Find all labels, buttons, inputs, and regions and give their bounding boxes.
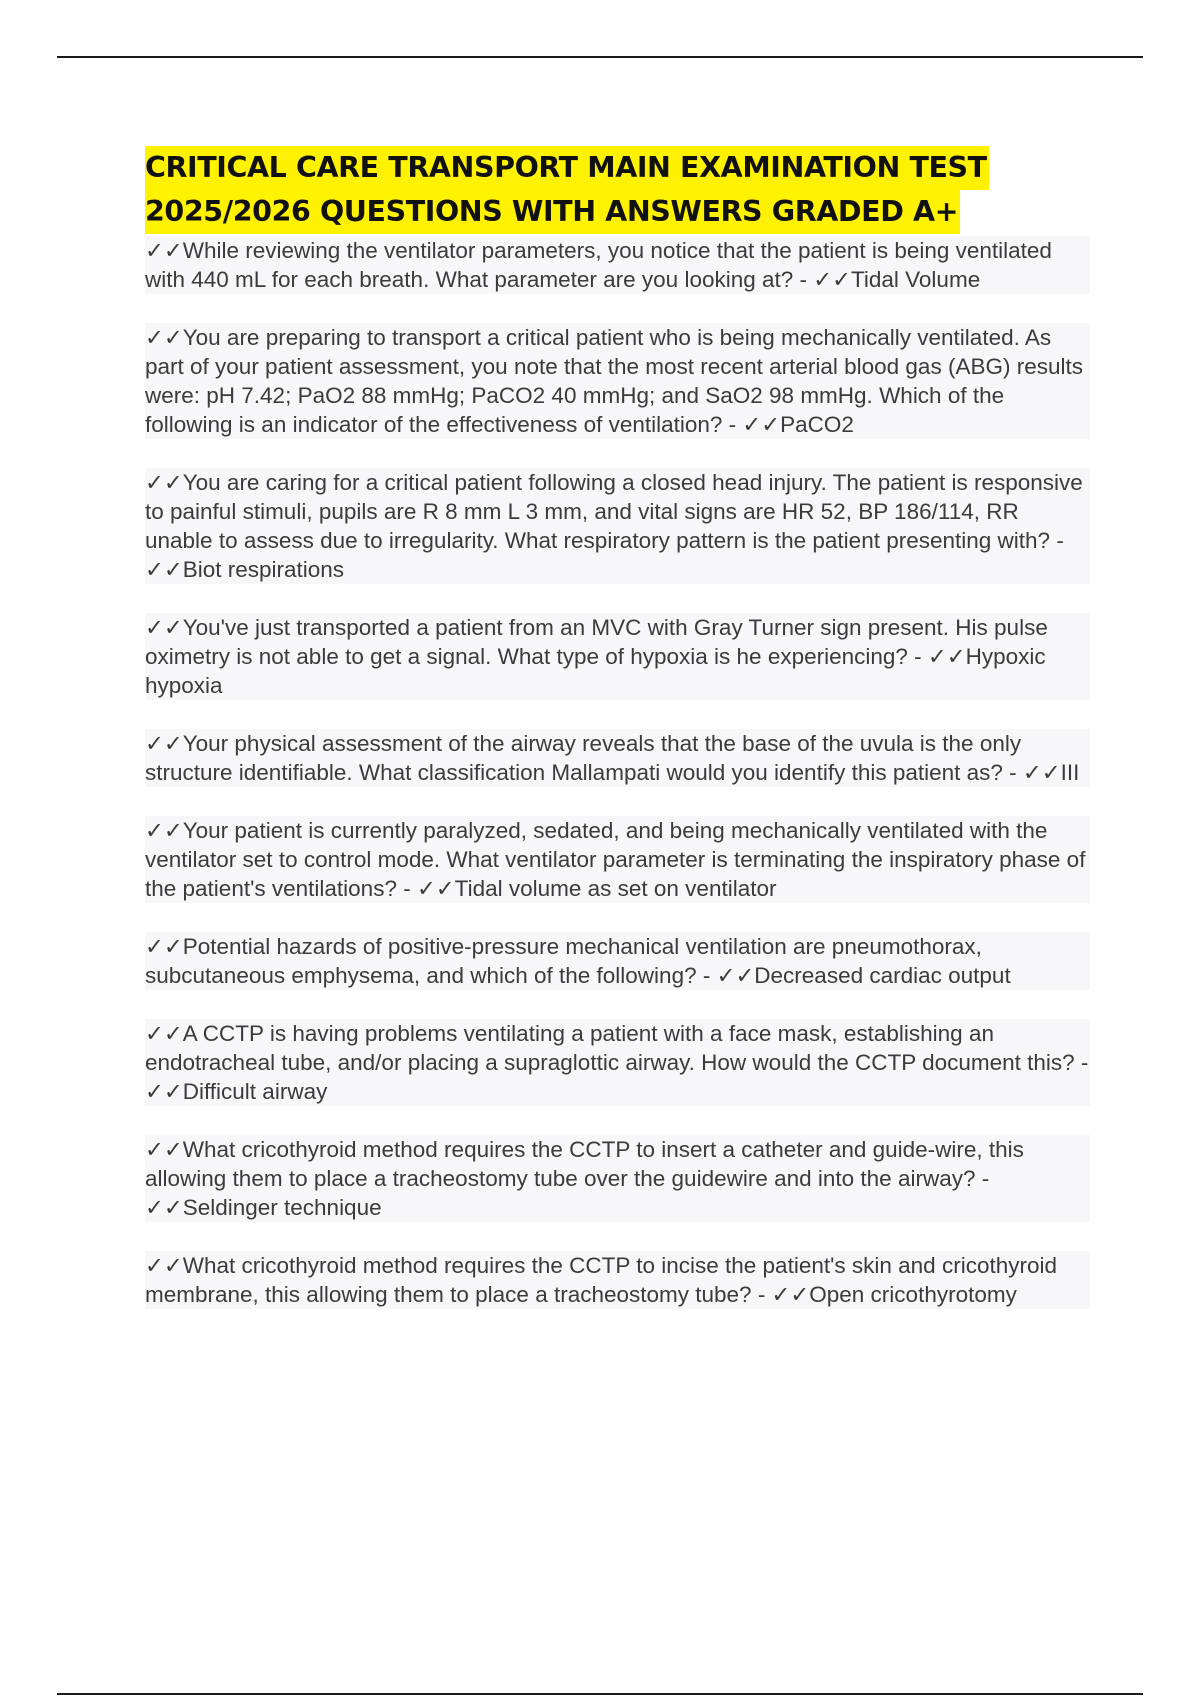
qa-item-9: ✓✓What cricothyroid method requires the CCTP to insert a catheter and guide-wire, this allowing them to place a tracheostomy tube over the guidewire and into the airway? - ✓✓Seldinger technique [145,1135,1090,1222]
title-line-2: 2025/2026 QUESTIONS WITH ANSWERS GRADED A+ [145,190,960,234]
bottom-rule [57,1693,1143,1695]
qa-item-10: ✓✓What cricothyroid method requires the CCTP to incise the patient's skin and cricothyroid membrane, this allowing them to place a tracheostomy tube? - ✓✓Open cricothyrotomy [145,1251,1090,1309]
qa-item-2: ✓✓You are preparing to transport a critical patient who is being mechanically ventilated. As part of your patient assessment, you note that the most recent arterial blood gas (ABG) results were: pH 7.42; PaO2 88 mmHg; PaCO2 40 mmHg; and SaO2 98 mmHg. Which of the following is an indicator of the effectiveness of ventilation? - ✓✓PaCO2 [145,323,1090,439]
qa-item-5: ✓✓Your physical assessment of the airway reveals that the base of the uvula is the only structure identifiable. What classification Mallampati would you identify this patient as? - ✓✓III [145,729,1090,787]
qa-item-8: ✓✓A CCTP is having problems ventilating a patient with a face mask, establishing an endotracheal tube, and/or placing a supraglottic airway. How would the CCTP document this? - ✓✓Difficult airway [145,1021,1089,1104]
qa-item-4: ✓✓You've just transported a patient from an MVC with Gray Turner sign present. His pulse oximetry is not able to get a signal. What type of hypoxia is he experiencing? - ✓✓Hypoxic hypoxia [145,613,1090,700]
qa-item-6: ✓✓Your patient is currently paralyzed, sedated, and being mechanically ventilated with the ventilator set to control mode. What ventilator parameter is terminating the inspiratory phase of the patient's ventilations? - ✓✓Tidal volume as set on ventilator [145,816,1090,903]
qa-item-1: ✓✓While reviewing the ventilator parameters, you notice that the patient is being ventilated with 440 mL for each breath. What parameter are you looking at? - ✓✓Tidal Volume [145,236,1090,294]
qa-item-3: ✓✓You are caring for a critical patient following a closed head injury. The patient is responsive to painful stimuli, pupils are R 8 mm L 3 mm, and vital signs are HR 52, BP 186/114, RR unable to assess due to irregularity. What respiratory pattern is the patient presenting with? - ✓✓Biot respirations [145,468,1090,584]
title-line-1: CRITICAL CARE TRANSPORT MAIN EXAMINATION TEST [145,146,989,190]
qa-item-7: ✓✓Potential hazards of positive-pressure mechanical ventilation are pneumothorax, subcutaneous emphysema, and which of the following? - ✓✓Decreased cardiac output [145,932,1090,990]
top-rule [57,56,1143,58]
document-body [145,146,1090,1338]
document-title [145,146,1090,234]
